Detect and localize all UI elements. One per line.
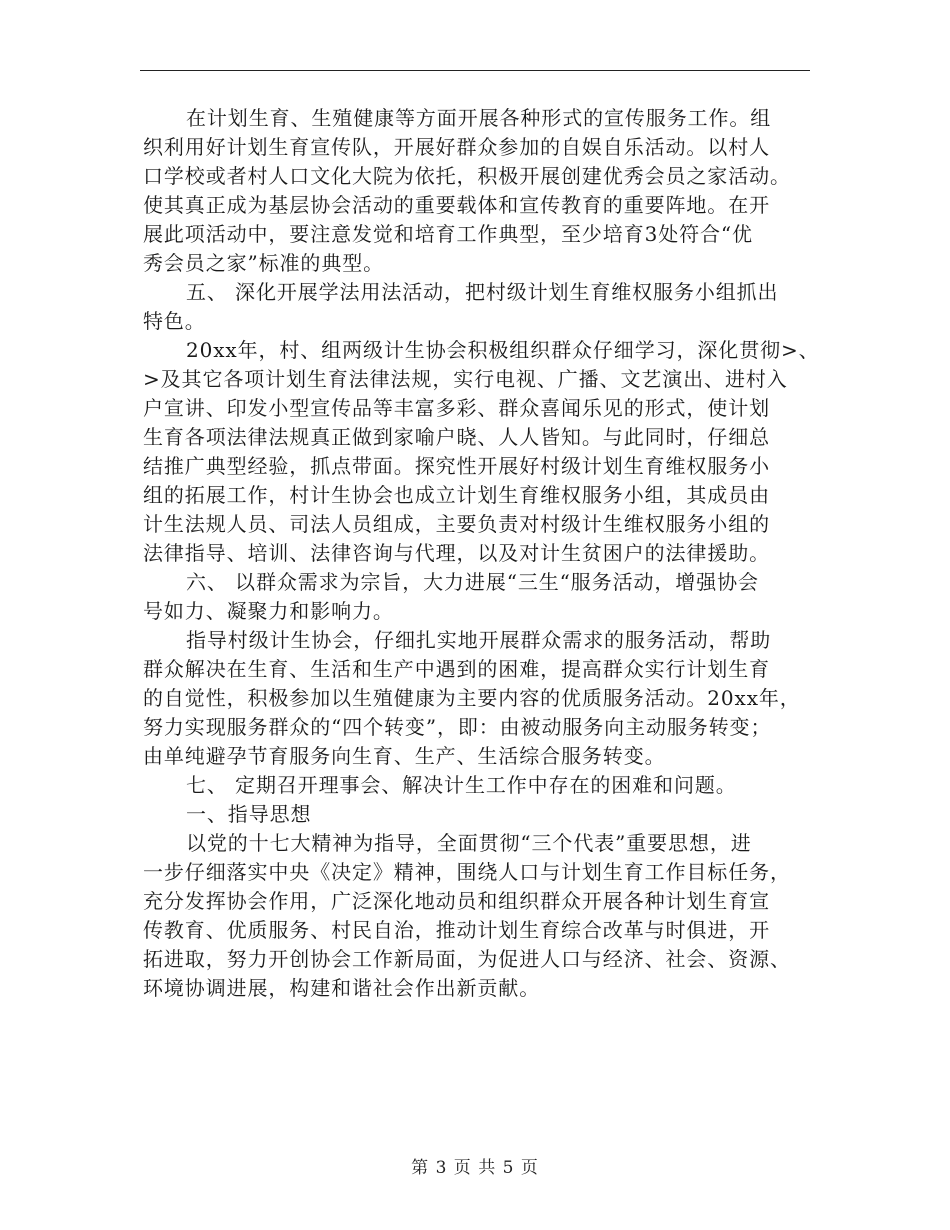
text-line: 传教育、优质服务、村民自治，推动计划生育综合改革与时俱进，开 xyxy=(143,918,770,942)
header-rule xyxy=(140,70,810,71)
page-footer: 第 3 页 共 5 页 xyxy=(411,1158,539,1178)
text-line: 秀会员之家”标准的典型。 xyxy=(143,251,385,275)
text-line: 一步仔细落实中央《决定》精神，围绕人口与计划生育工作目标任务， xyxy=(143,860,791,884)
text-line: 一、指导思想 xyxy=(186,802,312,826)
text-line: 以党的十七大精神为指导，全面贯彻“三个代表”重要思想，进 xyxy=(186,831,752,855)
document-body xyxy=(143,104,820,1003)
text-line: 口学校或者村人口文化大院为依托，积极开展创建优秀会员之家活动。 xyxy=(143,164,791,188)
text-line: 拓进取，努力开创协会工作新局面，为促进人口与经济、社会、资源、 xyxy=(143,947,791,971)
text-line: 六、 以群众需求为宗旨，大力进展“三生“服务活动，增强协会 xyxy=(186,570,759,594)
text-line: 五、 深化开展学法用法活动，把村级计划生育维权服务小组抓出 xyxy=(186,280,779,304)
text-line: 展此项活动中，要注意发觉和培育工作典型，至少培育3处符合“优 xyxy=(143,222,753,246)
text-line: 20xx年，村、组两级计生协会积极组织群众仔细学习，深化贯彻>、 xyxy=(186,338,820,362)
text-line: 使其真正成为基层协会活动的重要载体和宣传教育的重要阵地。在开 xyxy=(143,193,770,217)
text-line: 七、 定期召开理事会、解决计生工作中存在的困难和问题。 xyxy=(186,773,737,797)
text-line: 在计划生育、生殖健康等方面开展各种形式的宣传服务工作。组 xyxy=(186,106,772,130)
text-line: 组的拓展工作，村计生协会也成立计划生育维权服务小组，其成员由 xyxy=(143,483,770,507)
text-line: 结推广典型经验，抓点带面。探究性开展好村级计划生育维权服务小 xyxy=(143,454,770,478)
text-line: 法律指导、培训、法律咨询与代理，以及对计生贫困户的法律援助。 xyxy=(143,541,770,565)
text-line: 特色。 xyxy=(143,309,206,333)
text-line: 生育各项法律法规真正做到家喻户晓、人人皆知。与此同时，仔细总 xyxy=(143,425,770,449)
text-line: 努力实现服务群众的“四个转变”，即：由被动服务向主动服务转变； xyxy=(143,715,772,739)
text-line: 计生法规人员、司法人员组成，主要负责对村级计生维权服务小组的 xyxy=(143,512,770,536)
text-line: 的自觉性，积极参加以生殖健康为主要内容的优质服务活动。20xx年， xyxy=(143,686,801,710)
text-line: 充分发挥协会作用，广泛深化地动员和组织群众开展各种计划生育宣 xyxy=(143,889,770,913)
text-line: 群众解决在生育、生活和生产中遇到的困难，提高群众实行计划生育 xyxy=(143,657,770,681)
text-line: 环境协调进展，构建和谐社会作出新贡献。 xyxy=(143,976,541,1000)
text-line: >及其它各项计划生育法律法规，实行电视、广播、文艺演出、进村入 xyxy=(143,367,788,391)
text-line: 由单纯避孕节育服务向生育、生产、生活综合服务转变。 xyxy=(143,744,666,768)
text-line: 织利用好计划生育宣传队，开展好群众参加的自娱自乐活动。以村人 xyxy=(143,135,770,159)
text-line: 户宣讲、印发小型宣传品等丰富多彩、群众喜闻乐见的形式，使计划 xyxy=(143,396,770,420)
text-line: 号如力、凝聚力和影响力。 xyxy=(143,599,394,623)
text-line: 指导村级计生协会，仔细扎实地开展群众需求的服务活动，帮助 xyxy=(186,628,772,652)
